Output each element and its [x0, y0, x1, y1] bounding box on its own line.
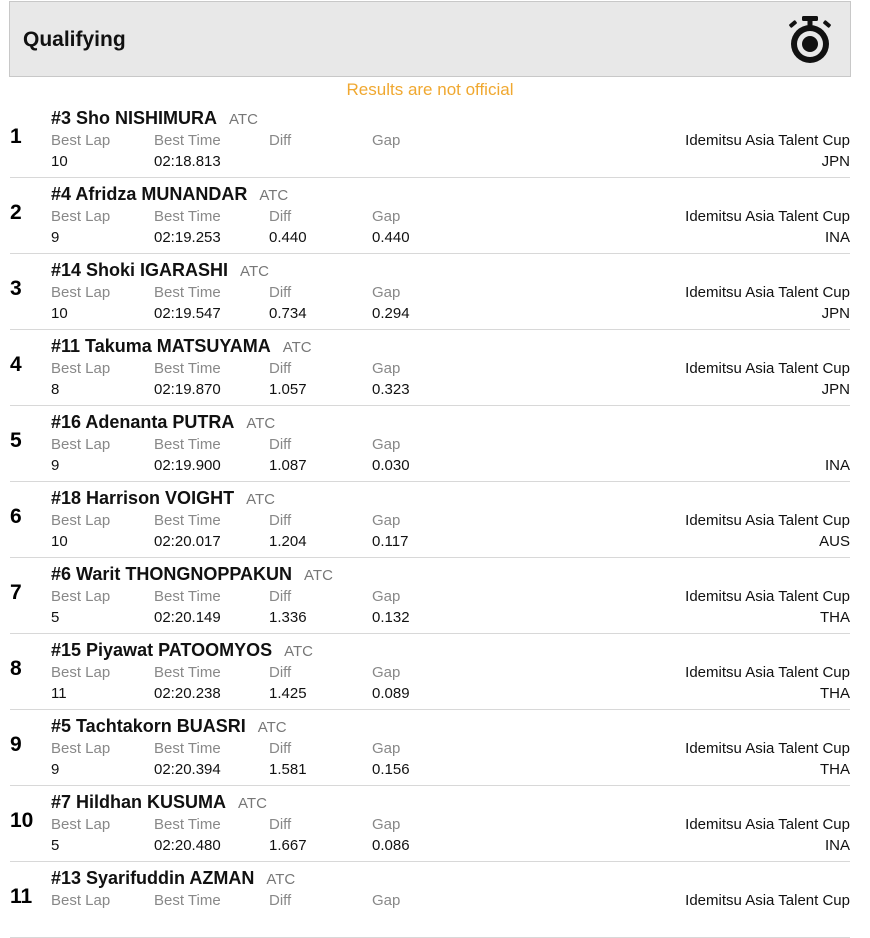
team-code: ATC [229, 111, 258, 128]
gap-value: 0.117 [372, 533, 409, 550]
results-header [9, 1, 851, 77]
position: 7 [10, 581, 22, 604]
diff-label: Diff [269, 512, 292, 529]
nationality: INA [824, 229, 850, 246]
team-code: ATC [259, 187, 289, 204]
result-row[interactable] [10, 330, 850, 406]
rider-name[interactable]: #5 Tachtakorn BUASRI [51, 716, 246, 736]
nationality: THA [820, 609, 850, 626]
nationality: INA [824, 457, 850, 474]
result-row[interactable] [10, 406, 850, 482]
result-row[interactable] [10, 482, 850, 558]
rider-name-line [51, 107, 258, 131]
best-lap-label: Best Lap [51, 664, 111, 681]
best-time-value: 02:19.253 [154, 229, 221, 246]
result-row[interactable] [10, 710, 850, 786]
gap-value: 0.089 [372, 685, 410, 702]
team-code: ATC [246, 491, 275, 508]
diff-value: 1.057 [269, 381, 307, 398]
best-lap-value: 9 [51, 761, 60, 778]
rider-name-line [51, 411, 275, 435]
best-time-value: 02:20.149 [154, 609, 221, 626]
nationality: JPN [821, 305, 850, 322]
gap-label: Gap [372, 208, 401, 225]
best-lap-label: Best Lap [51, 132, 111, 149]
position: 10 [10, 809, 34, 832]
best-time-value: 02:18.813 [154, 153, 221, 170]
cup-name: Idemitsu Asia Talent Cup [685, 360, 850, 377]
best-lap-value: 11 [51, 685, 67, 702]
team-code: ATC [284, 643, 313, 660]
rider-name[interactable]: #4 Afridza MUNANDAR [51, 184, 248, 204]
gap-label: Gap [372, 740, 401, 757]
rider-name-line [51, 563, 333, 587]
gap-label: Gap [372, 132, 401, 149]
diff-value: 1.204 [269, 533, 307, 550]
gap-value: 0.156 [372, 761, 410, 778]
diff-value: 1.087 [269, 457, 307, 474]
cup-name: Idemitsu Asia Talent Cup [685, 284, 850, 301]
position: 9 [10, 733, 22, 756]
cup-name: Idemitsu Asia Talent Cup [685, 892, 850, 909]
cup-name: Idemitsu Asia Talent Cup [685, 208, 850, 225]
best-lap-label: Best Lap [51, 284, 111, 301]
team-code: ATC [304, 567, 333, 584]
best-time-label: Best Time [154, 512, 221, 529]
best-time-value: 02:19.870 [154, 381, 221, 398]
team-code: ATC [240, 263, 269, 280]
cup-name: Idemitsu Asia Talent Cup [685, 664, 850, 681]
result-row[interactable] [10, 178, 850, 254]
cup-name: Idemitsu Asia Talent Cup [685, 132, 850, 149]
gap-label: Gap [372, 512, 401, 529]
gap-value: 0.323 [372, 381, 410, 398]
best-time-value: 02:19.900 [154, 457, 221, 474]
rider-name-line [51, 639, 313, 663]
nationality: THA [820, 685, 850, 702]
diff-label: Diff [269, 436, 292, 453]
cup-name: Idemitsu Asia Talent Cup [685, 816, 850, 833]
rider-name[interactable]: #6 Warit THONGNOPPAKUN [51, 564, 293, 584]
gap-label: Gap [372, 892, 401, 909]
rider-name[interactable]: #3 Sho NISHIMURA [51, 108, 218, 128]
team-code: ATC [266, 871, 296, 888]
rider-name[interactable]: #7 Hildhan KUSUMA [51, 792, 227, 812]
gap-label: Gap [372, 664, 401, 681]
best-lap-label: Best Lap [51, 892, 111, 909]
position: 8 [10, 657, 22, 680]
position: 2 [10, 201, 22, 224]
nationality: JPN [821, 153, 850, 170]
diff-label: Diff [269, 208, 292, 225]
nationality: AUS [819, 533, 850, 550]
best-time-value: 02:20.017 [154, 533, 221, 550]
best-time-label: Best Time [154, 588, 221, 605]
best-time-label: Best Time [154, 436, 221, 453]
team-code: ATC [246, 415, 276, 432]
diff-value: 0.440 [269, 229, 307, 246]
best-lap-value: 5 [51, 837, 60, 854]
unofficial-notice: Results are not official [346, 80, 514, 99]
best-lap-label: Best Lap [51, 816, 111, 833]
results-list [10, 102, 850, 938]
diff-value: 1.425 [269, 685, 307, 702]
gap-label: Gap [372, 284, 401, 301]
best-lap-label: Best Lap [51, 360, 111, 377]
rider-name[interactable]: #14 Shoki IGARASHI [51, 260, 229, 280]
stopwatch-icon [786, 14, 834, 66]
best-time-label: Best Time [154, 892, 221, 909]
cup-name: Idemitsu Asia Talent Cup [685, 740, 850, 757]
best-time-label: Best Time [154, 740, 221, 757]
rider-name[interactable]: #18 Harrison VOIGHT [51, 488, 235, 508]
best-time-label: Best Time [154, 284, 221, 301]
diff-value: 1.667 [269, 837, 307, 854]
diff-label: Diff [269, 588, 292, 605]
gap-label: Gap [372, 436, 401, 453]
result-row[interactable] [10, 634, 850, 710]
rider-name-line [51, 335, 312, 359]
position: 1 [10, 125, 22, 148]
best-lap-label: Best Lap [51, 512, 111, 529]
best-lap-value: 10 [51, 533, 68, 550]
best-time-label: Best Time [154, 208, 221, 225]
diff-label: Diff [269, 360, 292, 377]
position: 11 [10, 885, 33, 908]
nationality: JPN [821, 381, 850, 398]
best-time-label: Best Time [154, 360, 221, 377]
result-row[interactable] [10, 254, 850, 330]
rider-name-line [51, 259, 269, 283]
best-time-value: 02:20.238 [154, 685, 221, 702]
best-lap-value: 10 [51, 305, 68, 322]
gap-value: 0.132 [372, 609, 410, 626]
best-lap-value: 9 [51, 457, 60, 474]
rider-name-line [51, 791, 267, 815]
best-lap-label: Best Lap [51, 588, 111, 605]
team-code: ATC [238, 795, 267, 812]
best-lap-label: Best Lap [51, 436, 111, 453]
best-lap-label: Best Lap [51, 208, 111, 225]
best-lap-value: 10 [51, 153, 68, 170]
diff-value: 1.581 [269, 761, 307, 778]
best-time-label: Best Time [154, 132, 221, 149]
rider-name-line [51, 487, 275, 511]
diff-label: Diff [269, 284, 292, 301]
gap-value: 0.086 [372, 837, 410, 854]
rider-name-line [51, 715, 287, 739]
diff-label: Diff [269, 740, 292, 757]
position: 4 [10, 353, 22, 376]
diff-label: Diff [269, 816, 292, 833]
rider-name-line [51, 183, 288, 207]
gap-label: Gap [372, 360, 401, 377]
rider-name[interactable]: #13 Syarifuddin AZMAN [51, 868, 255, 888]
nationality: THA [820, 761, 850, 778]
rider-name[interactable]: #15 Piyawat PATOOMYOS [51, 640, 273, 660]
diff-value: 0.734 [269, 305, 307, 322]
best-lap-value: 8 [51, 381, 60, 398]
best-time-value: 02:20.394 [154, 761, 221, 778]
position: 6 [10, 505, 22, 528]
cup-name: Idemitsu Asia Talent Cup [685, 512, 850, 529]
result-row[interactable] [10, 862, 850, 938]
diff-value: 1.336 [269, 609, 307, 626]
gap-value: 0.030 [372, 457, 410, 474]
gap-label: Gap [372, 816, 401, 833]
position: 3 [10, 277, 22, 300]
team-code: ATC [282, 339, 312, 356]
team-code: ATC [257, 719, 287, 736]
result-row[interactable] [10, 558, 850, 634]
nationality: INA [824, 837, 850, 854]
gap-value: 0.294 [372, 305, 410, 322]
page-title: Qualifying [23, 28, 126, 51]
result-row[interactable] [10, 786, 850, 862]
best-time-label: Best Time [154, 664, 221, 681]
diff-label: Diff [269, 664, 292, 681]
diff-label: Diff [269, 132, 292, 149]
diff-label: Diff [269, 892, 292, 909]
gap-label: Gap [372, 588, 401, 605]
position: 5 [10, 429, 22, 452]
best-time-value: 02:19.547 [154, 305, 221, 322]
best-time-label: Best Time [154, 816, 221, 833]
best-time-value: 02:20.480 [154, 837, 221, 854]
best-lap-value: 9 [51, 229, 60, 246]
best-lap-label: Best Lap [51, 740, 111, 757]
cup-name: Idemitsu Asia Talent Cup [685, 588, 850, 605]
rider-name[interactable]: #11 Takuma MATSUYAMA [51, 336, 271, 356]
best-lap-value: 5 [51, 609, 60, 626]
rider-name[interactable]: #16 Adenanta PUTRA [51, 412, 235, 432]
gap-value: 0.440 [372, 229, 410, 246]
rider-name-line [51, 867, 295, 891]
result-row[interactable] [10, 102, 850, 178]
